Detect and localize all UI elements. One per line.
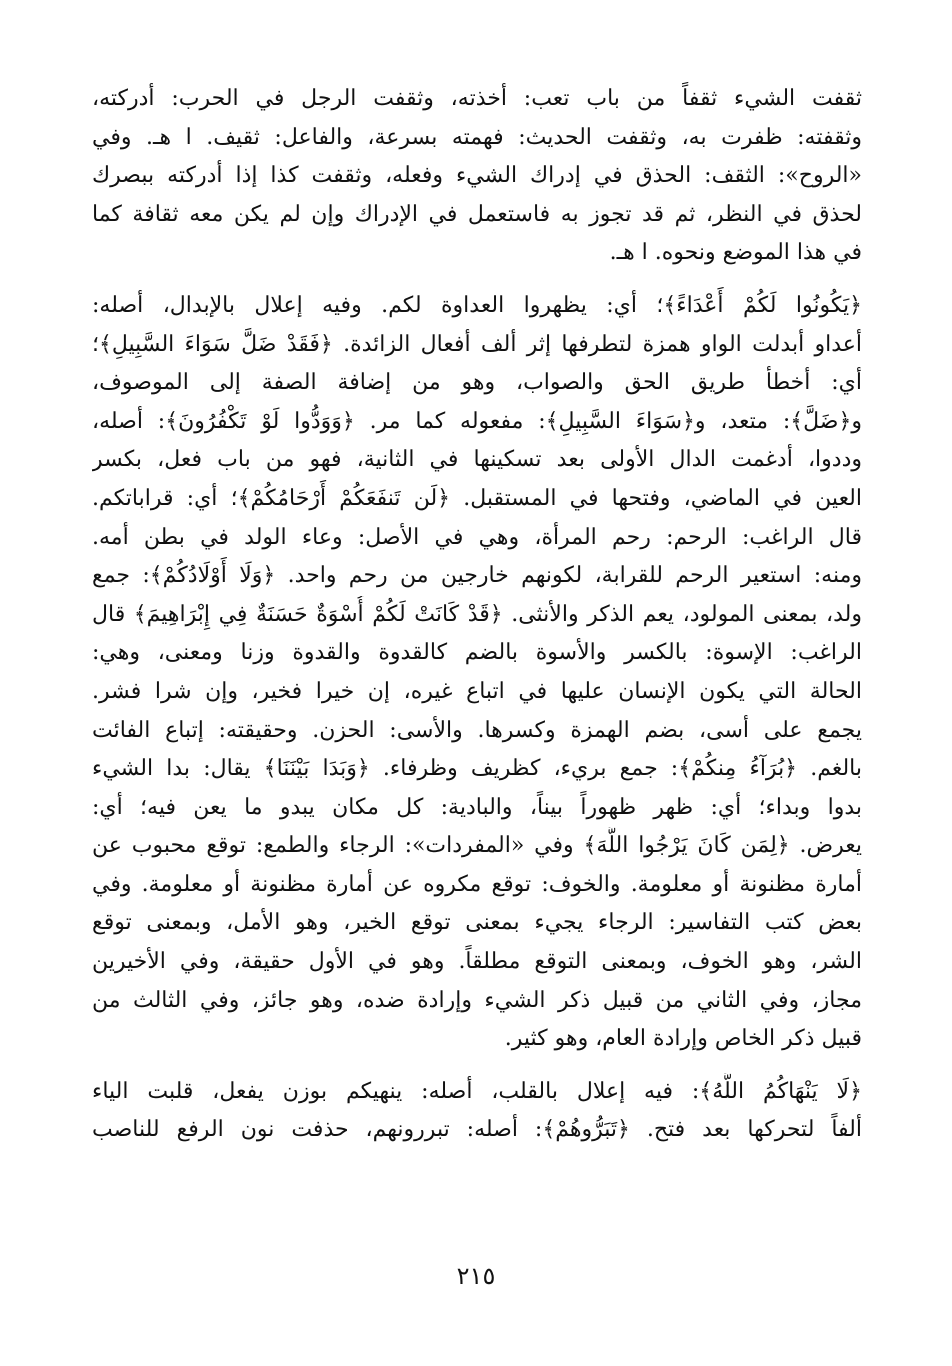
text-line: وثقفته: ظفرت به، وثقفت الحديث: فهمته بسرعة، والفاعل: ثقيف. ا هـ. وفي: [92, 124, 862, 150]
paragraph-1: [92, 80, 862, 273]
text-line: بالغم. ﴿بُرَآءُ مِنكُمْ﴾: جمع بريء، كظريف وظرفاء. ﴿وَبَدَا بَيْنَنَا﴾ يقال: بدا الشيء: [92, 756, 862, 782]
page-number: ٢١٥: [456, 1262, 496, 1290]
paragraph-3: [92, 1073, 862, 1150]
text-line: لحذق في النظر، ثم قد تجوز به فاستعمل في الإدراك وإن لم يكن معه ثقافة كما: [92, 201, 862, 227]
text-line: أي: أخطأ طريق الحق والصواب، وهو من إضافة الصفة إلى الموصوف،: [92, 370, 862, 396]
text-line: قال الراغب: الرحم: رحم المرأة، وهي في الأصل: وعاء الولد في بطن أمه.: [92, 524, 862, 550]
text-line: و﴿ضَلَّ﴾: متعد، و﴿سَوَاءَ السَّبِيلِ﴾: مفعوله كما مر. ﴿وَوَدُّوا لَوْ تَكْفُرُونَ﴾: أصله،: [92, 408, 862, 434]
text-line: الراغب: الإسوة: بالكسر والأسوة بالضم كالقدوة والقدوة وزنا ومعنى، وهي:: [92, 640, 862, 666]
page-body: [92, 80, 862, 1164]
text-line: ولد، بمعنى المولود، يعم الذكر والأنثى. ﴿قَدْ كَانَتْ لَكُمْ أُسْوَةٌ حَسَنَةٌ فِي إِبْرَاهِيمَ﴾ قال: [92, 601, 862, 627]
text-line: ثقفت الشيء ثقفاً من باب تعب: أخذته، وثقفت الرجل في الحرب: أدركته،: [92, 86, 862, 111]
text-line: في هذا الموضع ونحوه. ا هـ.: [609, 240, 862, 266]
text-line: الحالة التي يكون الإنسان عليها في اتباع غيره، إن خيرا فخير، وإن شرا فشر.: [92, 678, 862, 704]
text-line: قبيل ذكر الخاص وإرادة العام، وهو كثير.: [504, 1026, 862, 1052]
text-line: ومنه: استعير الرحم للقرابة، لكونهم خارجين من رحم واحد. ﴿وَلَا أَوْلَادُكُمْ﴾: جمع: [92, 563, 862, 589]
text-line: يجمع على أسى، بضم الهمزة وكسرها. والأسى: الحزن. وحقيقته: إتباع الفائت: [92, 717, 862, 743]
text-line: يعرض. ﴿لِمَن كَانَ يَرْجُوا اللَّهَ﴾ وفي «المفردات»: الرجاء والطمع: توقع محبوب عن: [92, 833, 862, 859]
text-line: الشر، وهو الخوف، وبمعنى التوقع مطلقاً. وهو في الأول حقيقة، وفي الأخيرين: [92, 949, 862, 975]
text-line: أعداو أبدلت الواو همزة لتطرفها إثر ألف أفعال الزائدة. ﴿فَقَدْ ضَلَّ سَوَاءَ السَّبِيلِ﴾؛: [92, 331, 862, 357]
text-line: بعض كتب التفاسير: الرجاء يجيء بمعنى توقع الخير، وهو الأمل، وبمعنى توقع: [92, 910, 862, 936]
text-line: بدوا وبداء؛ أي: ظهر ظهوراً بيناً، والبادية: كل مكان يبدو ما يعن فيه؛ أي:: [92, 794, 862, 820]
text-line: ألفاً لتحركها بعد فتح. ﴿تَبَرُّوهُمْ﴾: أصله: تبررونهم، حذفت نون الرفع للناصب: [92, 1117, 862, 1143]
text-line: ﴿يَكُونُوا لَكُمْ أَعْدَاءً﴾؛ أي: يظهروا العداوة لكم. وفيه إعلال بالإبدال، أصله:: [92, 292, 862, 318]
text-line: أمارة مظنونة أو معلومة. والخوف: توقع مكروه عن أمارة مظنونة أو معلومة. وفي: [92, 871, 862, 897]
paragraph-2: [92, 287, 862, 1059]
text-line: العين في الماضي، وفتحها في المستقبل. ﴿لَن تَنفَعَكُمْ أَرْحَامُكُمْ﴾؛ أي: قراباتكم.: [92, 485, 862, 511]
text-line: مجاز، وفي الثاني من قبيل ذكر الشيء وإرادة ضده، وهو جائز، وفي الثالث من: [92, 987, 862, 1013]
text-line: «الروح»: الثقف: الحذق في إدراك الشيء وفعله، وثقفت كذا إذا أدركته ببصرك: [92, 163, 862, 189]
text-line: ﴿لَا يَنْهَاكُمُ اللَّهُ﴾: فيه إعلال بالقلب، أصله: ينهيكم بوزن يفعل، قلبت الياء: [92, 1078, 862, 1104]
text-line: وددوا، أدغمت الدال الأولى بعد تسكينها في الثانية، فهو من باب فعل، بكسر: [92, 447, 862, 473]
